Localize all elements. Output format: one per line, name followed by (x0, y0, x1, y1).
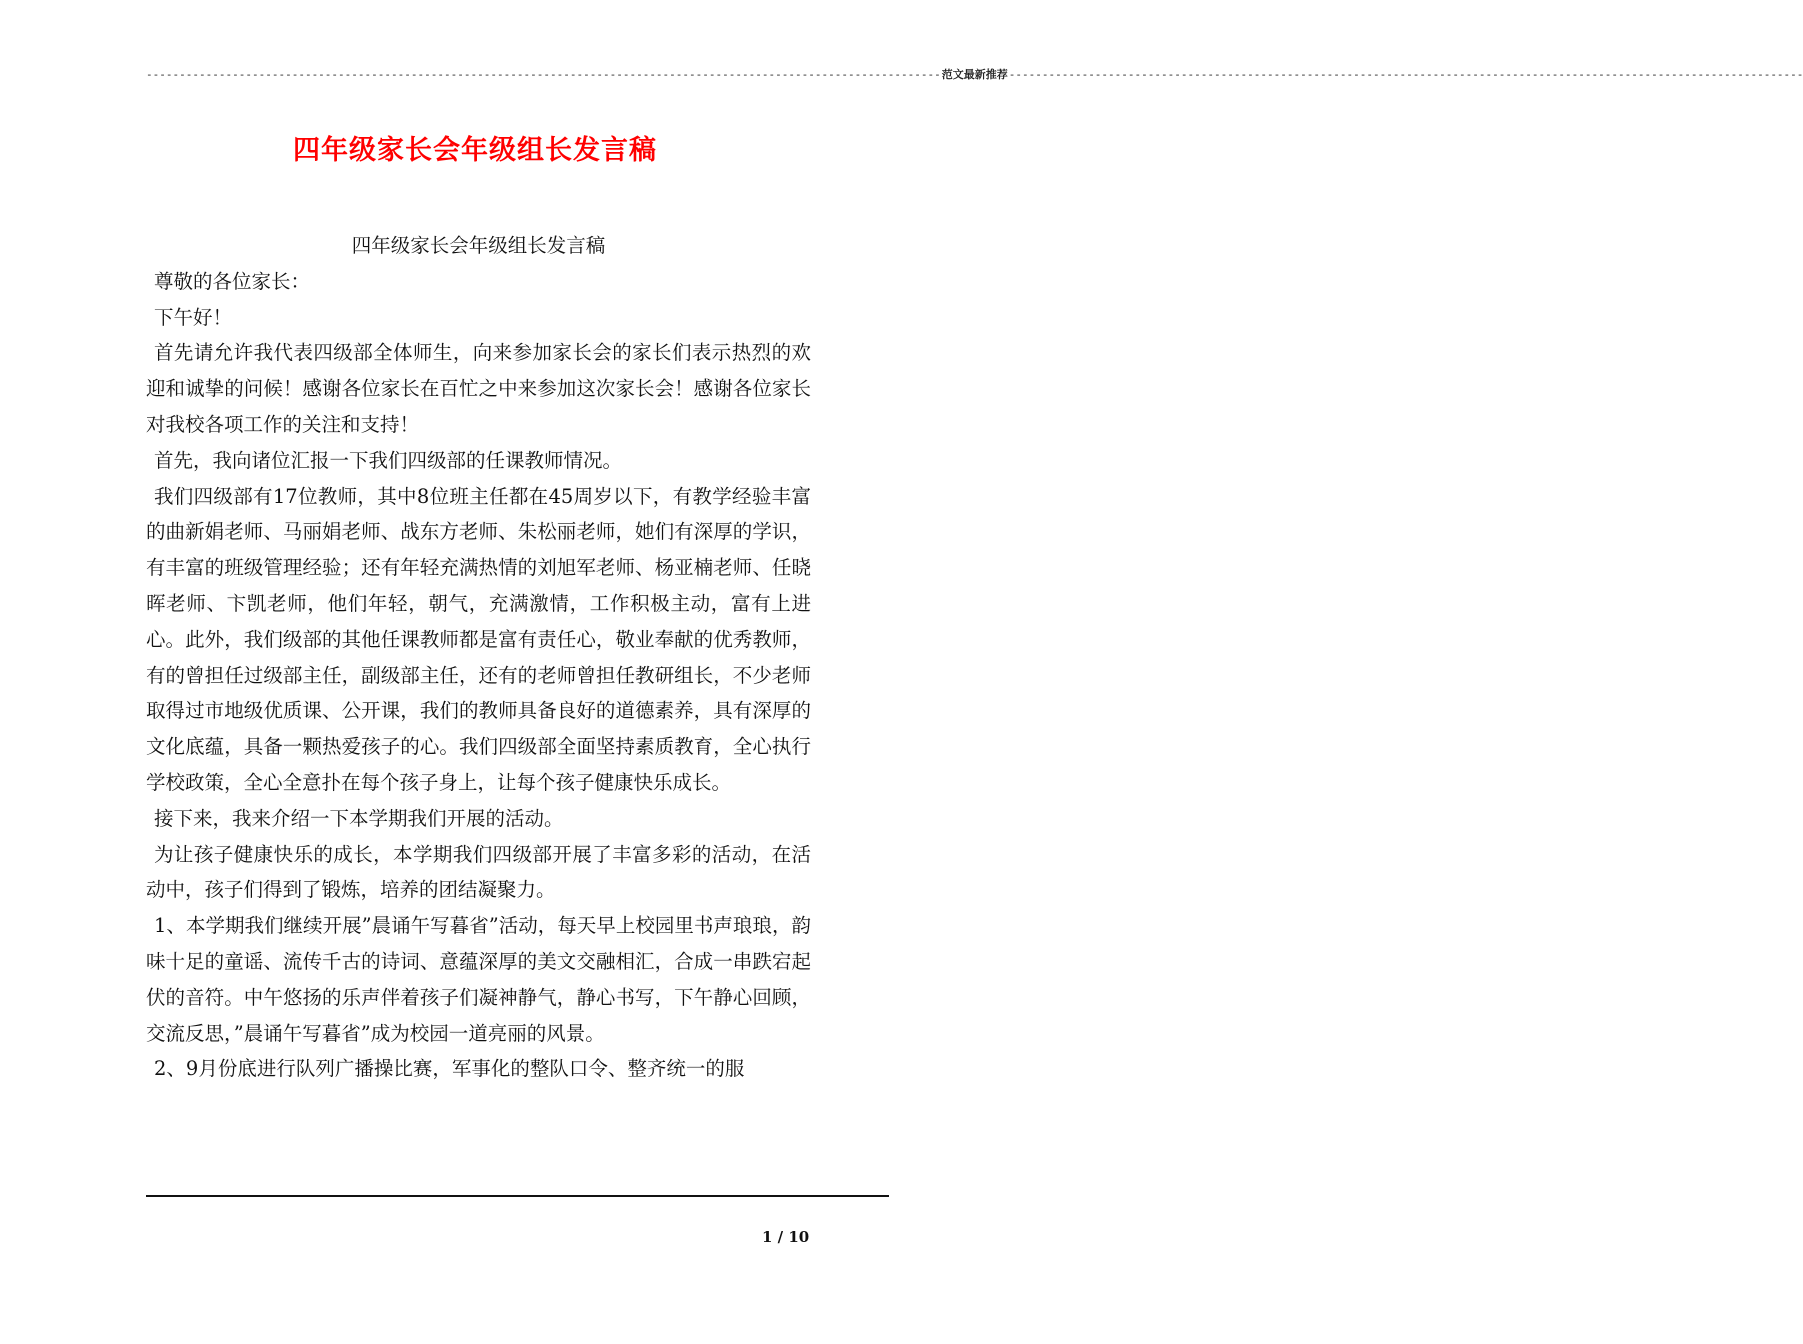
page-number: 1 / 10 (762, 1228, 810, 1246)
paragraph-report-intro: 首先，我向诸位汇报一下我们四级部的任课教师情况。 (154, 448, 623, 472)
paragraph-activities-intro: 接下来，我来介绍一下本学期我们开展的活动。 (154, 806, 564, 830)
page-header (146, 66, 1803, 82)
paragraph-activities-summary: 为让孩子健康快乐的成长，本学期我们四级部开展了丰富多彩的活动，在活动中，孩子们得到了锻炼，培养的团结凝聚力。 (146, 842, 811, 902)
paragraph-salutation: 尊敬的各位家长： (154, 269, 311, 293)
paragraph-greeting: 下午好！ (154, 305, 233, 329)
document-body (146, 228, 811, 1087)
document-subtitle: 四年级家长会年级组长发言稿 (351, 234, 606, 257)
footer-rule (146, 1195, 889, 1197)
paragraph-welcome: 首先请允许我代表四级部全体师生，向来参加家长会的家长们表示热烈的欢迎和诚挚的问候！感谢各位家长在百忙之中来参加这次家长会！感谢各位家长对我校各项工作的关注和支持！ (146, 341, 811, 436)
document-title: 四年级家长会年级组长发言稿 (293, 135, 657, 166)
header-rule-right: ------------------------------------------------------------------------------------------------------------------------ (1008, 67, 1803, 81)
header-label: 范文最新推荐 (941, 68, 1008, 81)
paragraph-teachers: 我们四级部有17位教师，其中8位班主任都在45周岁以下，有教学经验丰富的曲新娟老师、马丽娟老师、战东方老师、朱松丽老师，她们有深厚的学识，有丰富的班级管理经验；还有年轻充满热情的刘旭军老师、杨亚楠老师、任晓晖老师、卞凯老师，他们年轻，朝气，充满激情，工作积极主动，富有上进心。此外，我们级部的其他任课教师都是富有责任心，敬业奉献的优秀教师，有的曾担任过级部主任，副级部主任，还有的老师曾担任教研组长，不少老师取得过市地级优质课、公开课，我们的教师具备良好的道德素养，具有深厚的文化底蕴，具备一颗热爱孩子的心。我们四级部全面坚持素质教育，全心执行学校政策，全心全意扑在每个孩子身上，让每个孩子健康快乐成长。 (146, 484, 811, 794)
header-rule-left: ------------------------------------------------------------------------------------------------------------------------ (146, 67, 941, 81)
paragraph-activity-2: 2、9月份底进行队列广播操比赛，军事化的整队口令、整齐统一的服 (154, 1057, 745, 1081)
paragraph-activity-1: 1、本学期我们继续开展”晨诵午写暮省”活动，每天早上校园里书声琅琅，韵味十足的童谣、流传千古的诗词、意蕴深厚的美文交融相汇，合成一串跌宕起伏的音符。中午悠扬的乐声伴着孩子们凝神静气，静心书写，下午静心回顾，交流反思，”晨诵午写暮省”成为校园一道亮丽的风景。 (146, 914, 811, 1045)
